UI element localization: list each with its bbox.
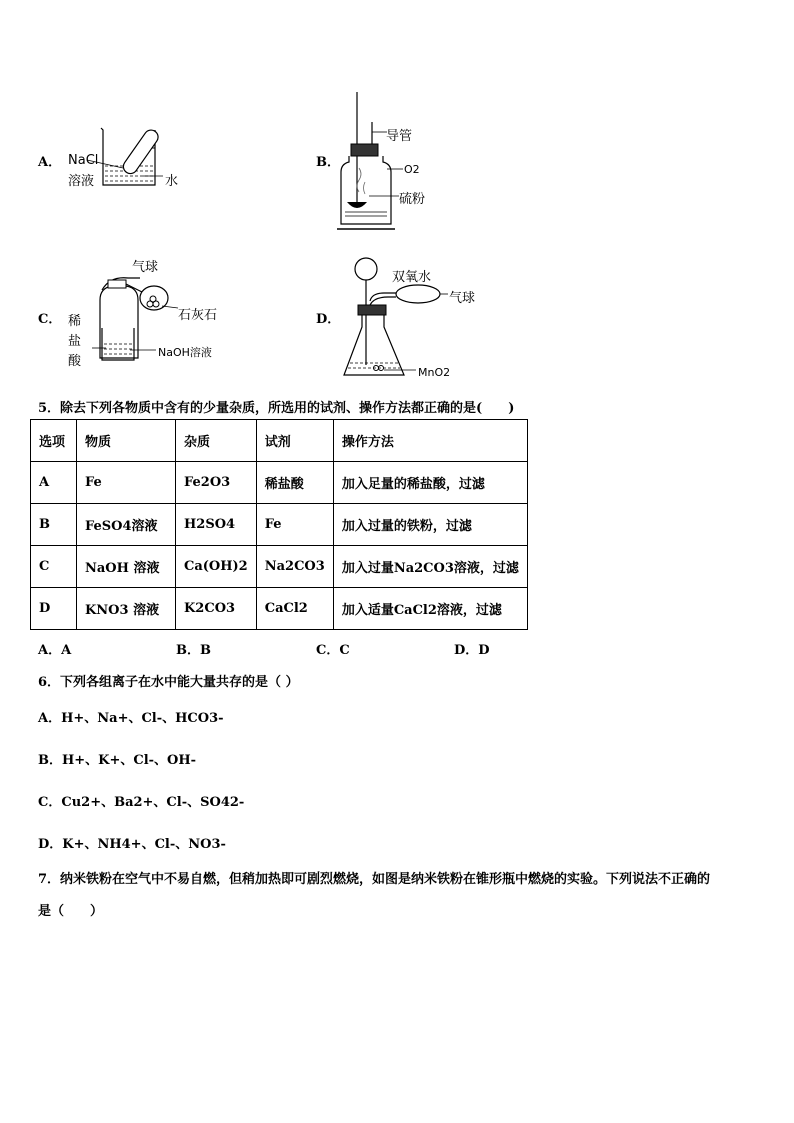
limestone-label: 石灰石 bbox=[178, 308, 218, 323]
acid-char-2: 盐 bbox=[68, 334, 82, 349]
header-option: 选项 bbox=[31, 420, 77, 462]
acid-char-1: 稀 bbox=[68, 314, 82, 329]
table-row bbox=[31, 588, 528, 630]
cell-impurity: Fe2O3 bbox=[176, 462, 257, 504]
q6-question: 6．下列各组离子在水中能大量共存的是（ ） bbox=[38, 675, 299, 690]
cell-impurity: H2SO4 bbox=[176, 504, 257, 546]
header-reagent: 试剂 bbox=[256, 420, 333, 462]
tube-label: 导管 bbox=[386, 129, 413, 144]
cell-reagent: CaCl2 bbox=[256, 588, 333, 630]
cell-reagent: 稀盐酸 bbox=[256, 462, 333, 504]
h2o2-label: 双氧水 bbox=[392, 270, 432, 285]
balloon-label-d: 气球 bbox=[449, 291, 476, 306]
cell-reagent: Na2CO3 bbox=[256, 546, 333, 588]
cell-substance: KNO3 溶液 bbox=[77, 588, 176, 630]
cell-impurity: Ca(OH)2 bbox=[176, 546, 257, 588]
nacl-label: NaCl bbox=[68, 153, 99, 168]
sulfur-label: 硫粉 bbox=[399, 192, 426, 207]
q5-choice-a[interactable]: A．A bbox=[38, 643, 72, 658]
option-b-label: B． bbox=[316, 155, 340, 170]
flask-diagram bbox=[340, 255, 450, 385]
header-substance: 物质 bbox=[77, 420, 176, 462]
cell-impurity: K2CO3 bbox=[176, 588, 257, 630]
solution-label: 溶液 bbox=[68, 174, 95, 189]
q5-choice-c[interactable]: C．C bbox=[316, 643, 350, 658]
q7-question-line2: 是（ ） bbox=[38, 904, 104, 919]
o2-label: O2 bbox=[404, 163, 420, 176]
cell-substance: Fe bbox=[77, 462, 176, 504]
q5-question: 5．除去下列各物质中含有的少量杂质，所选用的试剂、操作方法都正确的是( ) bbox=[38, 401, 515, 416]
mno2-label: MnO2 bbox=[418, 366, 451, 379]
option-c-label: C． bbox=[38, 312, 62, 327]
table-row bbox=[31, 504, 528, 546]
cell-option: C bbox=[31, 546, 77, 588]
water-label: 水 bbox=[165, 174, 179, 189]
cell-option: A bbox=[31, 462, 77, 504]
option-d-label: D． bbox=[316, 312, 341, 327]
cell-reagent: Fe bbox=[256, 504, 333, 546]
cell-method: 加入足量的稀盐酸，过滤 bbox=[333, 462, 527, 504]
acid-char-3: 酸 bbox=[68, 354, 82, 369]
naoh-solution-label: NaOH溶液 bbox=[158, 346, 212, 359]
option-a-label: A． bbox=[38, 155, 62, 170]
cell-substance: FeSO4溶液 bbox=[77, 504, 176, 546]
balloon-setup-diagram bbox=[90, 270, 190, 370]
q5-choice-d[interactable]: D．D bbox=[454, 643, 490, 658]
cell-method: 加入适量CaCl2溶液，过滤 bbox=[333, 588, 527, 630]
q5-choice-b[interactable]: B．B bbox=[176, 643, 211, 658]
q6-option-a[interactable]: A．H+、Na+、Cl-、HCO3- bbox=[38, 711, 224, 726]
q6-option-c[interactable]: C．Cu2+、Ba2+、Cl-、SO42- bbox=[38, 795, 245, 810]
balloon-label-c: 气球 bbox=[132, 260, 159, 275]
table-header-row bbox=[31, 420, 528, 462]
cell-option: D bbox=[31, 588, 77, 630]
cell-method: 加入过量的铁粉，过滤 bbox=[333, 504, 527, 546]
q7-question-line1: 7．纳米铁粉在空气中不易自燃，但稍加热即可剧烈燃烧，如图是纳米铁粉在锥形瓶中燃烧的实验。下列说法不正确的 bbox=[38, 872, 711, 887]
cell-method: 加入过量Na2CO3溶液，过滤 bbox=[333, 546, 527, 588]
header-method: 操作方法 bbox=[333, 420, 527, 462]
table-row bbox=[31, 462, 528, 504]
table-row bbox=[31, 546, 528, 588]
beaker-diagram bbox=[95, 120, 175, 200]
cell-substance: NaOH 溶液 bbox=[77, 546, 176, 588]
header-impurity: 杂质 bbox=[176, 420, 257, 462]
q6-option-d[interactable]: D．K+、NH4+、Cl-、NO3- bbox=[38, 837, 226, 852]
q5-table bbox=[30, 419, 528, 630]
bottle-diagram bbox=[335, 92, 405, 232]
q6-option-b[interactable]: B．H+、K+、Cl-、OH- bbox=[38, 753, 197, 768]
cell-option: B bbox=[31, 504, 77, 546]
